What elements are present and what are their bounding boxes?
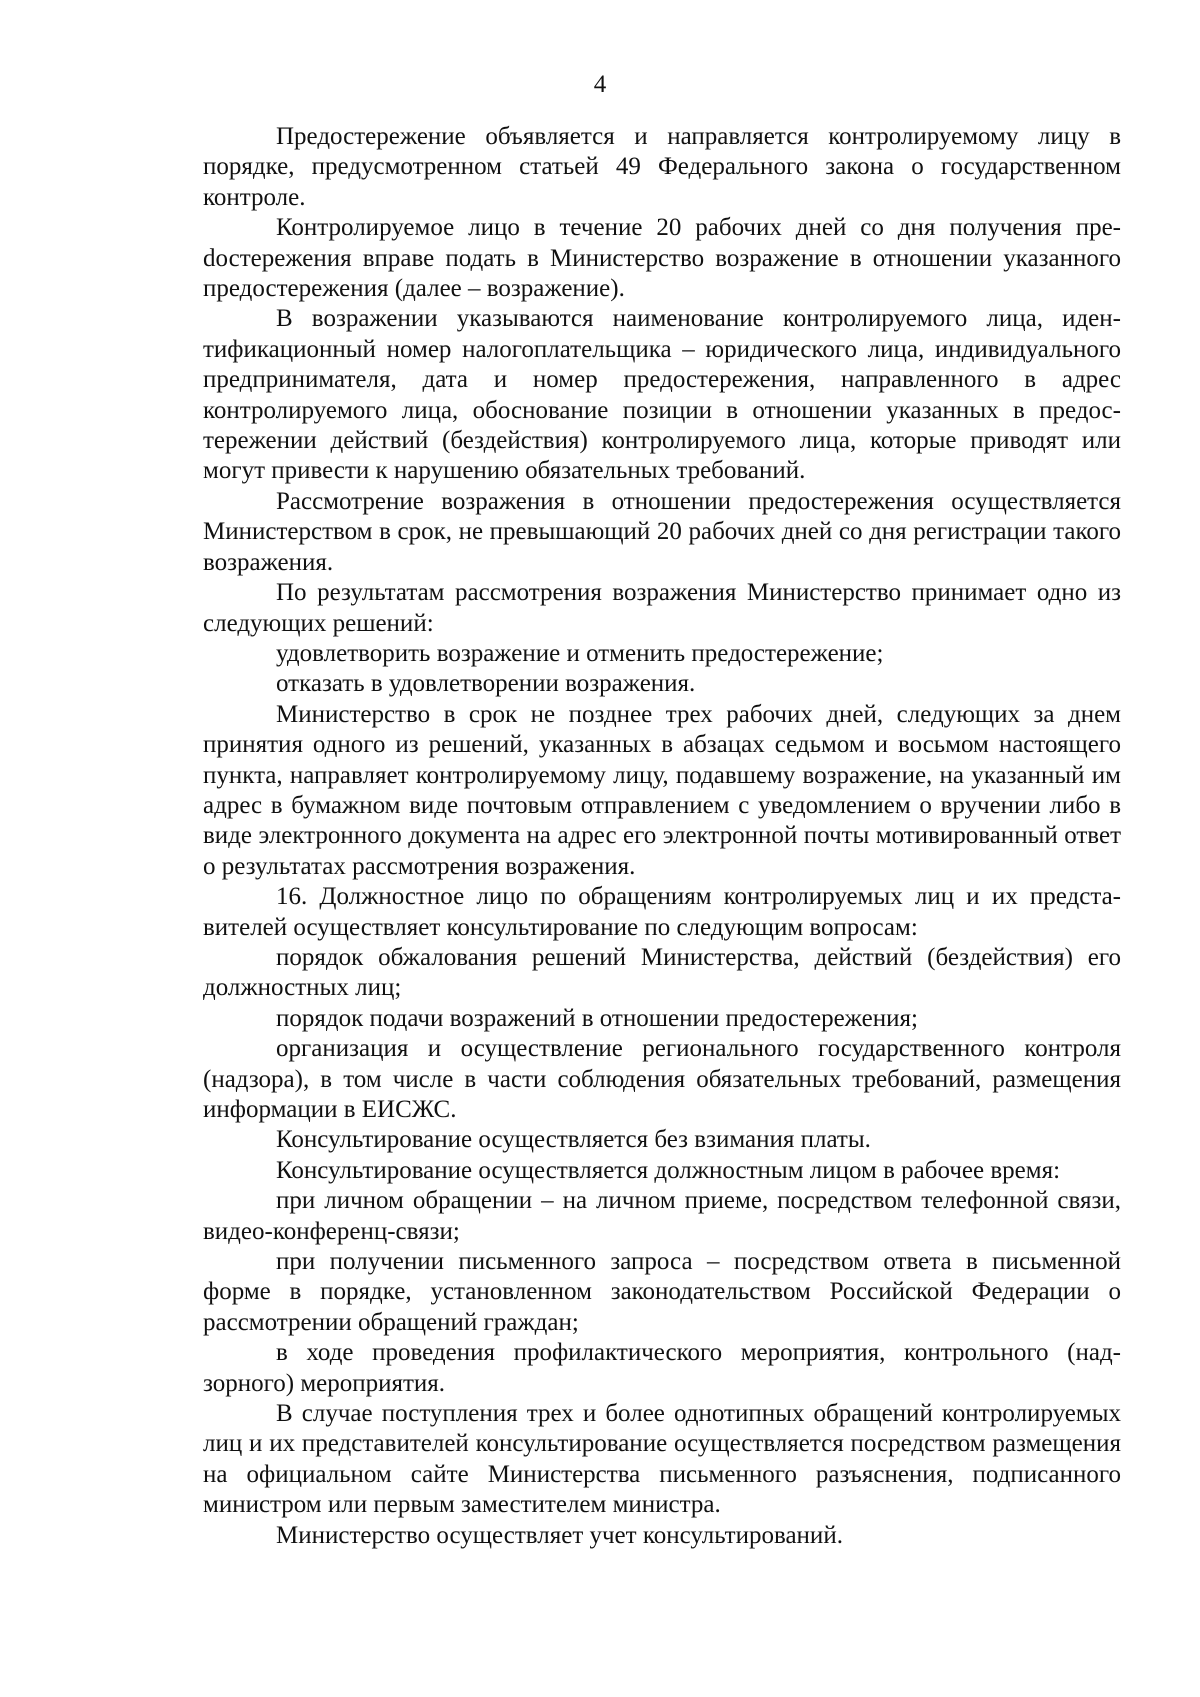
paragraph-preventive-event: в ходе проведения профилактического мероприятия, контрольного (надзорного) мероприятия. bbox=[203, 1339, 1121, 1397]
paragraph-decision-satisfy: удовлетворить возражение и отменить предостережение; bbox=[276, 639, 884, 667]
paragraph-objection-right: Контролируемое лицо в течение 20 рабочих дней со дня получения преdостережения вправе подать в Министерство возражение в отношении указанного предостережения (далее – возражение). bbox=[203, 214, 1121, 303]
document-body bbox=[203, 122, 1121, 1551]
paragraph-multiple-appeals: В случае поступления трех и более однотипных обращений контролируемых лиц и их представителей консультирование осуществляется посредством размещения на официальном сайте Министерства письменного разъяснения, подписанного министром или первым заместителем министра. bbox=[203, 1400, 1121, 1519]
paragraph-topic-appeal: порядок обжалования решений Министерства, действий (бездействия) его должностных лиц; bbox=[203, 943, 1121, 1002]
paragraph-free-consulting: Консультирование осуществляется без взимания платы. bbox=[276, 1126, 871, 1154]
paragraph-decision-refuse: отказать в удовлетворении возражения. bbox=[276, 670, 696, 698]
paragraph-consulting-records: Министерство осуществляет учет консультирований. bbox=[276, 1521, 843, 1549]
paragraph-review-decisions: По результатам рассмотрения возражения Министерство принимает одно из следующих решений: bbox=[203, 579, 1121, 637]
paragraph-personal-appeal: при личном обращении – на личном приеме, посредством телефонной связи, видео-конференц-связи; bbox=[203, 1187, 1121, 1245]
paragraph-reply-procedure: Министерство в срок не позднее трех рабочих дней, следующих за днем принятия одного из решений, указанных в абзацах седьмом и восьмом настоящего пункта, направляет контролируемому лицу, подавшему возражение, на указанный им адрес в бумажном виде почтовым отправлением с уведомлением о вручении либо в виде электронного документа на адрес его электронной почты мотивированный ответ о результатах рассмотрения возражения. bbox=[203, 700, 1121, 880]
paragraph-objection-content: В возражении указываются наименование контролируемого лица, идентификационный номер налогоплательщика – юридического лица, индивидуального предпринимателя, дата и номер предостережения, направленного в адрес контролируемого лица, обоснование позиции в отношении указанных в предостережении действий (бездействия) контролируемого лица, которые приводят или могут привести к нарушению обязательных требований. bbox=[203, 305, 1121, 485]
paragraph-warning-announcement: Предостережение объявляется и направляется контролируемому лицу в порядке, предусмотренном статьей 49 Федерального закона о государственном контроле. bbox=[203, 123, 1121, 211]
paragraph-topic-control-organization: организация и осуществление регионального государственного контроля (надзора), в том числе в части соблюдения обязательных требований, размещения информации в ЕИСЖС. bbox=[203, 1035, 1121, 1123]
paragraph-topic-objections: порядок подачи возражений в отношении предостережения; bbox=[276, 1004, 918, 1032]
paragraph-written-request: при получении письменного запроса – посредством ответа в письменной форме в порядке, установленном законодательством Российской Федерации о рассмотрении обращений граждан; bbox=[203, 1248, 1121, 1336]
paragraph-consulting-time: Консультирование осуществляется должностным лицом в рабочее время: bbox=[276, 1156, 1061, 1184]
paragraph-item-16: 16. Должностное лицо по обращениям контролируемых лиц и их представителей осуществляет консультирование по следующим вопросам: bbox=[203, 883, 1121, 941]
paragraph-objection-review: Рассмотрение возражения в отношении предостережения осуществляется Министерством в срок, не превышающий 20 рабочих дней со дня регистрации такого возражения. bbox=[203, 487, 1121, 576]
page-number: 4 bbox=[593, 71, 607, 98]
